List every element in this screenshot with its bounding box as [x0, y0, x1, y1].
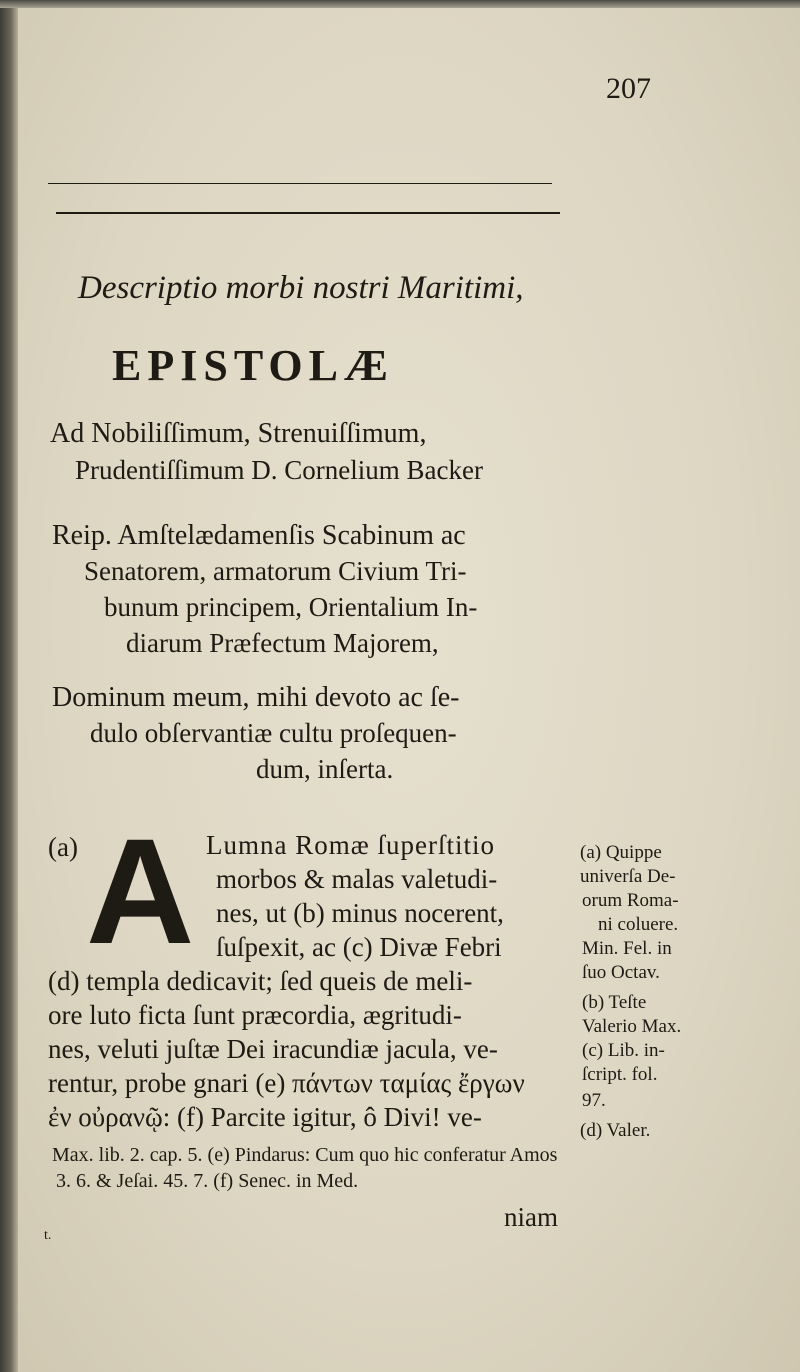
body-line: morbos & malas valetudi- — [216, 864, 498, 894]
footnote-line: 3. 6. & Jeſai. 45. 7. (f) Senec. in Med. — [56, 1170, 359, 1192]
marginal-note: ſcript. fol. — [582, 1064, 658, 1085]
body-line: nes, veluti juſtæ Dei iracundiæ jacula, ve- — [48, 1034, 498, 1064]
header-rule-thin — [48, 183, 552, 184]
dedication-line: diarum Præfectum Majorem, — [126, 628, 439, 658]
dedication-line: Prudentiſſimum D. Cornelium Backer — [75, 455, 483, 485]
book-binding-edge — [0, 0, 18, 1372]
footnote-line: Max. lib. 2. cap. 5. (e) Pindarus: Cum quo hic conferatur Amos — [52, 1144, 558, 1166]
marginal-note: (d) Valer. — [580, 1120, 651, 1141]
body-line: Lumna Romæ ſuperſtitio — [206, 830, 495, 860]
body-line: (d) templa dedicavit; ſed queis de meli- — [48, 966, 473, 996]
marginal-note: Min. Fel. in — [582, 938, 672, 959]
marginal-note: ſuo Octav. — [582, 962, 660, 983]
marginal-note: univerſa De- — [580, 866, 676, 887]
body-line: ſuſpexit, ac (c) Divæ Febri — [216, 932, 502, 962]
page-top-edge — [0, 0, 800, 8]
drop-cap: A — [86, 807, 195, 975]
dedication-line: Senatorem, armatorum Civium Tri- — [84, 556, 467, 586]
heading-title: EPISTOLÆ — [112, 341, 394, 390]
marginal-note: (b) Teſte — [582, 992, 647, 1013]
catchword: niam — [504, 1202, 558, 1232]
body-line: nes, ut (b) minus nocerent, — [216, 898, 504, 928]
note-marker: (a) — [48, 832, 78, 862]
heading-subtitle: Descriptio morbi nostri Maritimi, — [78, 270, 524, 306]
marginal-note: orum Roma- — [582, 890, 679, 911]
marginal-note: (a) Quippe — [580, 842, 662, 863]
body-line: rentur, probe gnari (e) πάντων ταμίας ἔργων — [48, 1068, 525, 1098]
body-line: ἐν οὐρανῷ: (f) Parcite igitur, ô Divi! ve- — [48, 1102, 482, 1132]
marginal-note: Valerio Max. — [582, 1016, 682, 1037]
stray-mark: t. — [44, 1228, 52, 1243]
dedication-line: Dominum meum, mihi devoto ac ſe- — [52, 682, 460, 713]
marginal-note: ni coluere. — [598, 914, 679, 935]
header-rule-thick — [56, 212, 560, 214]
dedication-line: bunum principem, Orientalium In- — [104, 592, 478, 622]
dedication-line: Reip. Amſtelædamenſis Scabinum ac — [52, 520, 466, 551]
dedication-line: dum, inſerta. — [256, 754, 394, 784]
marginal-note: (c) Lib. in- — [582, 1040, 665, 1061]
dedication-line: dulo obſervantiæ cultu proſequen- — [90, 718, 457, 748]
marginal-note: 97. — [582, 1090, 606, 1111]
body-line: ore luto ficta ſunt præcordia, ægritudi- — [48, 1000, 462, 1030]
dedication-line: Ad Nobiliſſimum, Strenuiſſimum, — [50, 418, 427, 449]
page-number: 207 — [606, 72, 651, 105]
